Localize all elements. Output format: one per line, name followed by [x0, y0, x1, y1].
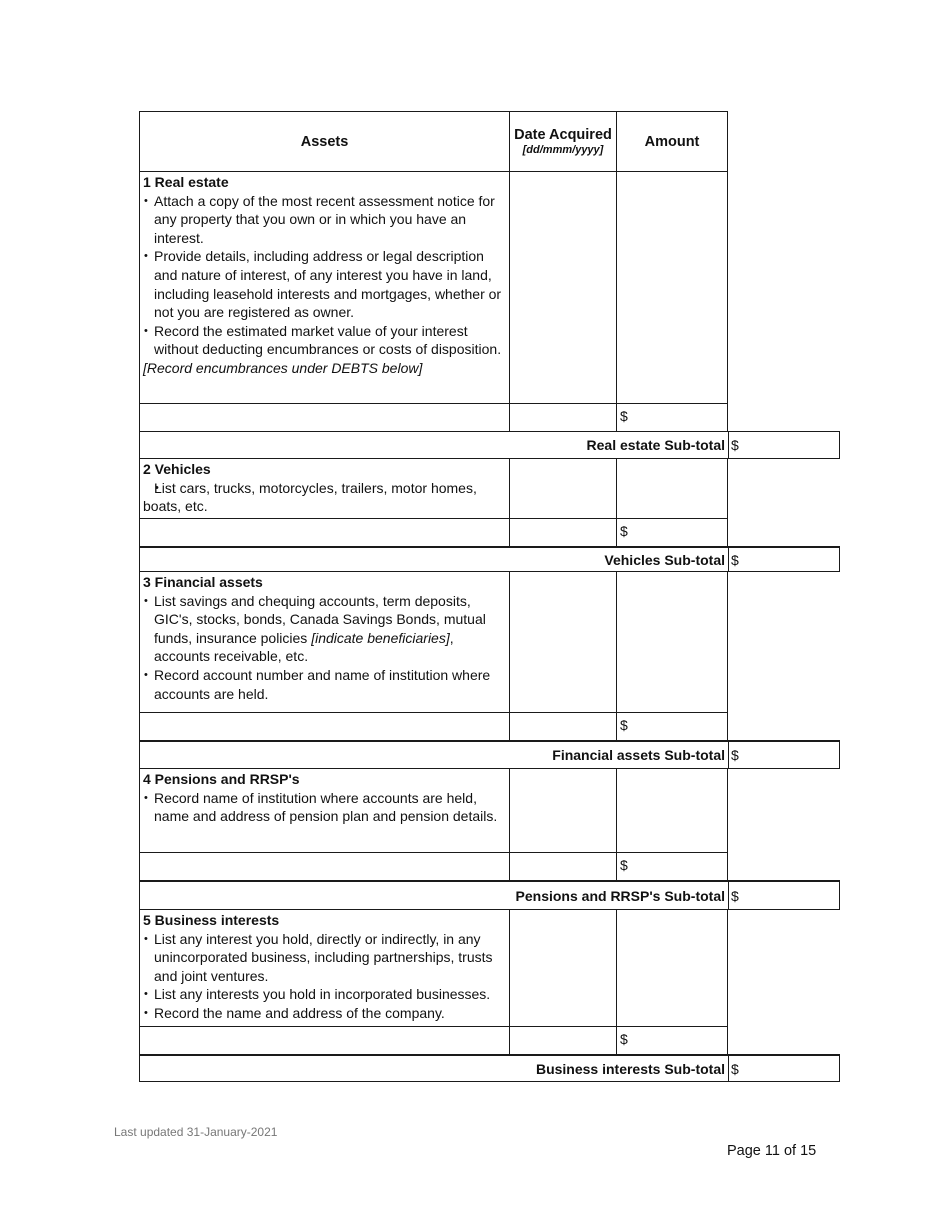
- pensions-entry-description-field[interactable]: [139, 852, 510, 881]
- pensions-entry-amount-field[interactable]: [616, 852, 728, 881]
- real-estate-bullet: • Provide details, including address or legal description and nature of interest, of any interest you have in land, including leasehold interests and mortgages, whether or not you are registered as owner.: [143, 247, 506, 321]
- real-estate-subtotal-row: [139, 431, 729, 459]
- currency-symbol: $: [731, 1060, 739, 1077]
- currency-symbol: $: [620, 717, 628, 733]
- amount-header-label: Amount: [644, 133, 700, 150]
- vehicles-amount-field[interactable]: [616, 458, 728, 519]
- real-estate-title: 1 Real estate: [143, 174, 229, 190]
- vehicles-title: 2 Vehicles: [143, 461, 211, 477]
- currency-symbol: $: [731, 437, 739, 453]
- pensions-bullet: • Record name of institution where accounts are held, name and address of pension plan and pension details.: [143, 789, 506, 826]
- currency-symbol: $: [620, 408, 628, 424]
- real-estate-amount-field[interactable]: [616, 171, 728, 404]
- financial-assets-entry-description-field[interactable]: [139, 712, 510, 741]
- pensions-amount-field[interactable]: [616, 768, 728, 853]
- vehicles-subtotal-field[interactable]: [728, 546, 840, 572]
- amount-column-header: [616, 111, 728, 172]
- real-estate-entry-description-field[interactable]: [139, 403, 510, 432]
- financial-assets-date-field[interactable]: [509, 571, 617, 713]
- pensions-entry-date-field[interactable]: [509, 852, 617, 881]
- vehicles-description: [139, 458, 510, 519]
- business-interests-bullet: • List any interest you hold, directly or indirectly, in any unincorporated business, including partnerships, trusts and joint ventures.: [143, 930, 506, 986]
- vehicles-subtotal-row: [139, 546, 729, 572]
- business-interests-date-field[interactable]: [509, 909, 617, 1027]
- financial-assets-bullet: [143, 592, 506, 666]
- date-acquired-header-label: Date Acquired: [514, 127, 612, 143]
- business-interests-bullet: • List any interests you hold in incorporated businesses.: [143, 985, 506, 1004]
- vehicles-subtotal-label: Vehicles Sub-total: [604, 551, 725, 568]
- financial-assets-subtotal-row: [139, 740, 729, 769]
- financial-assets-bullet-italic: [indicate beneficiaries]: [311, 629, 450, 646]
- date-format-hint: [dd/mmm/yyyy]: [522, 144, 604, 156]
- financial-assets-bullet-text: List savings and chequing accounts, term deposits, GIC's, stocks, bonds, Canada Savings Bonds, mutual funds, insurance policies: [154, 592, 486, 646]
- financial-assets-title: 3 Financial assets: [143, 574, 263, 590]
- pensions-subtotal-field[interactable]: [728, 880, 840, 910]
- assets-header-label: Assets: [300, 133, 349, 150]
- business-interests-title: 5 Business interests: [143, 912, 280, 928]
- financial-assets-amount-field[interactable]: [616, 571, 728, 713]
- business-interests-subtotal-field[interactable]: [728, 1054, 840, 1082]
- business-interests-entry-description-field[interactable]: [139, 1026, 510, 1055]
- currency-symbol: $: [620, 857, 628, 873]
- financial-assets-subtotal-field[interactable]: [728, 740, 840, 769]
- vehicles-bullet: • List cars, trucks, motorcycles, trailers, motor homes, boats, etc.: [143, 479, 506, 516]
- financial-assets-entry-date-field[interactable]: [509, 712, 617, 741]
- pensions-subtotal-row: [139, 880, 729, 910]
- pensions-title: 4 Pensions and RRSP's: [143, 771, 300, 787]
- business-interests-subtotal-label: Business interests Sub-total: [535, 1060, 725, 1077]
- real-estate-entry-date-field[interactable]: [509, 403, 617, 432]
- vehicles-entry-date-field[interactable]: [509, 518, 617, 547]
- business-interests-subtotal-row: [139, 1054, 729, 1082]
- vehicles-entry-amount-field[interactable]: [616, 518, 728, 547]
- currency-symbol: $: [731, 551, 739, 568]
- business-interests-entry-date-field[interactable]: [509, 1026, 617, 1055]
- financial-assets-bullet: • Record account number and name of institution where accounts are held.: [143, 666, 506, 703]
- real-estate-description: [139, 171, 510, 404]
- pensions-subtotal-label: Pensions and RRSP's Sub-total: [515, 887, 725, 904]
- page-number: Page 11 of 15: [727, 1143, 817, 1159]
- vehicles-entry-description-field[interactable]: [139, 518, 510, 547]
- currency-symbol: $: [731, 887, 739, 904]
- vehicles-date-field[interactable]: [509, 458, 617, 519]
- business-interests-entry-amount-field[interactable]: [616, 1026, 728, 1055]
- date-acquired-column-header: [509, 111, 617, 172]
- financial-assets-entry-amount-field[interactable]: [616, 712, 728, 741]
- financial-assets-bullet-text: , accounts receivable, etc.: [154, 629, 454, 665]
- currency-symbol: $: [620, 523, 628, 539]
- assets-column-header: [139, 111, 510, 172]
- real-estate-note: [Record encumbrances under DEBTS below]: [143, 359, 423, 376]
- financial-assets-subtotal-label: Financial assets Sub-total: [552, 747, 725, 763]
- business-interests-amount-field[interactable]: [616, 909, 728, 1027]
- real-estate-subtotal-field[interactable]: [728, 431, 840, 459]
- business-interests-bullet: • Record the name and address of the company.: [143, 1004, 506, 1023]
- currency-symbol: $: [620, 1031, 628, 1047]
- real-estate-subtotal-label: Real estate Sub-total: [586, 437, 725, 453]
- real-estate-bullet: • Record the estimated market value of your interest without deducting encumbrances or costs of disposition.: [143, 322, 506, 359]
- real-estate-date-field[interactable]: [509, 171, 617, 404]
- pensions-description: [139, 768, 510, 853]
- pensions-date-field[interactable]: [509, 768, 617, 853]
- business-interests-description: [139, 909, 510, 1027]
- last-updated-text: Last updated 31-January-2021: [114, 1125, 278, 1139]
- financial-assets-description: [139, 571, 510, 713]
- real-estate-bullet: • Attach a copy of the most recent assessment notice for any property that you own or in which you have an interest.: [143, 192, 506, 248]
- real-estate-entry-amount-field[interactable]: [616, 403, 728, 432]
- currency-symbol: $: [731, 747, 739, 763]
